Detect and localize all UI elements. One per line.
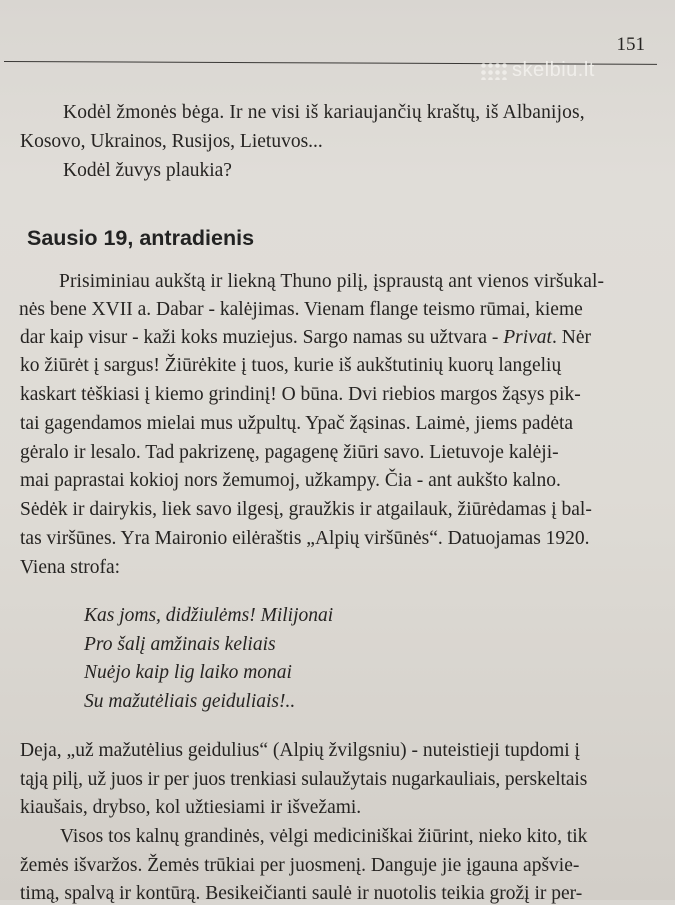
poem-line-4: Su mažutėliais geiduliais!..	[84, 691, 296, 712]
after-line-5: žemės išvaržos. Žemės trūkiai per juosmenį. Danguje jie įgauna apšvie-	[20, 855, 580, 876]
main-line-7: gėralo ir lesalo. Tad pakrizenę, pagagenę žiūri savo. Lietuvoje kalėji-	[20, 442, 559, 463]
watermark	[480, 59, 595, 82]
main-line-6: tai gagendamos mielai mus užpultų. Ypač žąsinas. Laimė, jiems padėta	[20, 413, 574, 434]
intro-line-1: Kodėl žmonės bėga. Ir ne visi iš kariaujančių kraštų, iš Albanijos,	[63, 102, 585, 123]
main-line-11: Viena strofa:	[20, 557, 121, 578]
main-line-5: kaskart tėškiasi į kiemo grindinį! O būna. Dvi riebios margos žąsys pik-	[20, 384, 581, 405]
main-line-4: ko žiūrėt į sargus! Žiūrėkite į tuos, kurie iš aukštutinių kuorų langelių	[20, 355, 562, 376]
main-line-3-text: dar kaip visur - kaži koks muziejus. Sargo namas su užtvara -	[20, 327, 504, 348]
watermark-text: skelbiu.lt	[512, 59, 595, 81]
poem-line-3: Nuėjo kaip lig laiko monai	[84, 662, 292, 683]
main-line-2: nės bene XVII a. Dabar - kalėjimas. Vienam flange teismo rūmai, kieme	[19, 299, 583, 320]
page-number: 151	[616, 34, 645, 55]
intro-line-2: Kosovo, Ukrainos, Rusijos, Lietuvos...	[20, 131, 323, 152]
main-line-3	[20, 327, 591, 349]
poem-line-2: Pro šalį amžinais keliais	[84, 634, 276, 655]
intro-line-3: Kodėl žuvys plaukia?	[63, 160, 232, 181]
main-line-10: tas viršūnes. Yra Maironio eilėraštis „Alpių viršūnės“. Datuojamas 1920.	[20, 528, 590, 549]
main-line-8: mai paprastai kokioj nors žemumoj, užkampy. Čia - ant aukšto kalno.	[20, 470, 561, 491]
watermark-dots-icon	[480, 62, 508, 80]
main-line-1: Prisiminiau aukštą ir liekną Thuno pilį, įspraustą ant vienos viršukal-	[59, 271, 605, 292]
poem-line-1: Kas joms, didžiulėms! Milijonai	[84, 605, 334, 626]
main-line-9: Sėdėk ir dairykis, liek savo ilgesį, graužkis ir atgailauk, žiūrėdamas į bal-	[20, 499, 592, 520]
after-line-2: tąją pilį, už juos ir per juos trenkiasi sulaužytais nugarkauliais, perskeltais	[20, 769, 588, 790]
italic-privat: Privat	[503, 327, 552, 348]
after-line-1: Deja, „už mažutėlius geidulius“ (Alpių žvilgsniu) - nuteistieji tupdomi į	[20, 740, 580, 761]
after-line-6: timą, spalvą ir kontūrą. Besikeičianti saulė ir nuotolis teikia grožį ir per-	[20, 883, 583, 904]
after-line-4: Visos tos kalnų grandinės, vėlgi mediciniškai žiūrint, nieko kito, tik	[60, 826, 588, 847]
section-heading: Sausio 19, antradienis	[27, 226, 255, 250]
main-line-3-end: . Nėr	[551, 327, 591, 348]
after-line-3: kiaušais, drybso, kol užtiesiami ir išvežami.	[20, 797, 362, 818]
